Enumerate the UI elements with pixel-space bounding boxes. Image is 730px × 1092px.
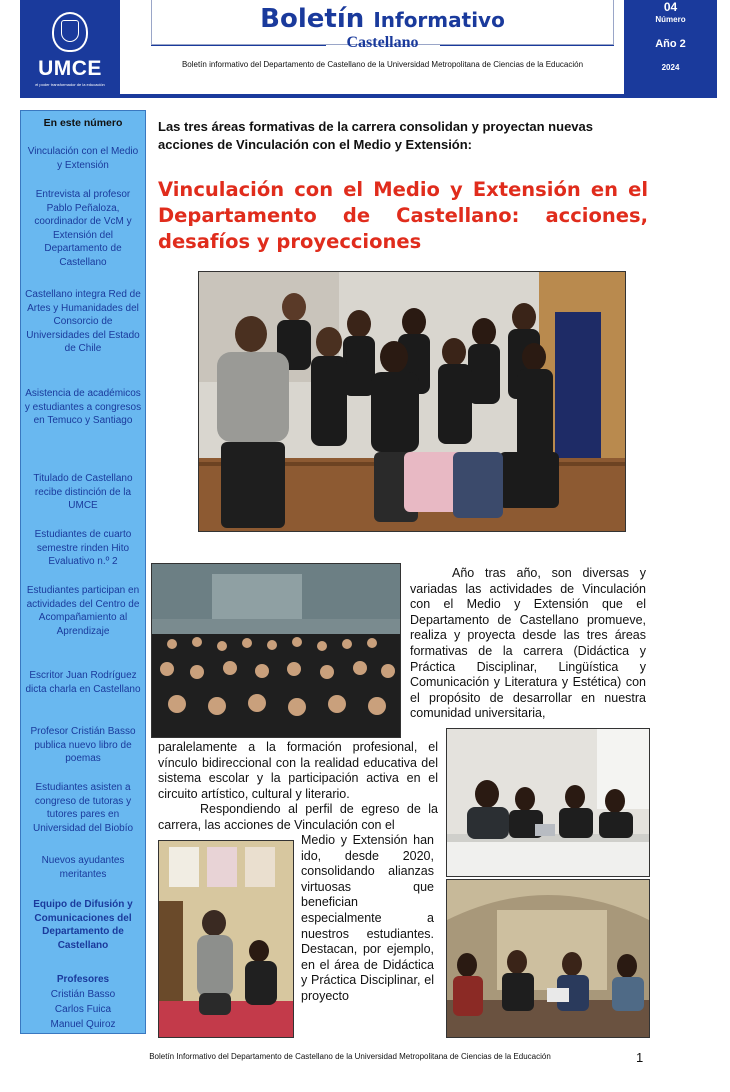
newsletter-subtitle: Castellano: [346, 34, 419, 51]
sidebar-item-escritor[interactable]: Escritor Juan Rodríguez dicta charla en Castellano: [25, 670, 141, 695]
page-number: 1: [636, 1050, 644, 1065]
paragraph-1-end: paralelamente a la formación profesional, el vínculo bidireccional con la realidad educativa del sistema escolar y la participación activa en el circuito artístico, cultural y literario.: [158, 740, 438, 801]
sidebar-item-red-artes[interactable]: Castellano integra Red de Artes y Humanidades del Consorcio de Universidades del Estado de Chile: [25, 289, 141, 355]
sidebar-item-centro[interactable]: Estudiantes participan en actividades del Centro de Acompañamiento al Aprendizaje: [26, 585, 140, 637]
sidebar-item-vinculacion[interactable]: Vinculación con el Medio y Extensión: [27, 146, 139, 171]
event-photo: [446, 879, 650, 1038]
issue-label: Número: [655, 15, 686, 24]
sidebar-professor-basso: Cristián Basso: [50, 989, 116, 1000]
article-intro: Las tres áreas formativas de la carrera consolidan y proyectan nuevas acciones de Vinculación con el Medio y Extensión:: [158, 119, 593, 152]
header-description: Boletín informativo del Departamento de Castellano de la Universidad Metropolitana de Ciencias de la Educación: [181, 60, 584, 69]
article-headline: Vinculación con el Medio y Extensión en el Departamento de Castellano: acciones, desafíos y proyecciones: [158, 178, 648, 253]
sidebar-item-tutores[interactable]: Estudiantes asisten a congreso de tutoras y tutores pares en Universidad del Biobío: [32, 782, 134, 834]
paragraph-1-start: Año tras año, son diversas y variadas las actividades de Vinculación con el Medio y Extensión que el Departamento de Castellano promueve, realiza y proyecta desde las tres áreas formativas de la carrera (Didáctica y Práctica Disciplinar, Lingüística y Comunicación y Literatura y Estética) con el propósito de desarrollar en nuestra comunidad universitaria,: [410, 566, 646, 721]
sidebar-item-congresos[interactable]: Asistencia de académicos y estudiantes a congresos en Temuco y Santiago: [24, 388, 142, 427]
sidebar-professors-label: Profesores: [56, 974, 110, 985]
issue-year: Año 2: [655, 38, 686, 50]
header-bar: [20, 94, 717, 98]
sidebar-heading: En este número: [43, 117, 123, 129]
footer-text: Boletín Informativo del Departamento de Castellano de la Universidad Metropolitana de Ciencias de la Educación: [149, 1052, 551, 1061]
panel-photo: [446, 728, 650, 877]
sidebar-item-titulado[interactable]: Titulado de Castellano recibe distinción de la UMCE: [33, 473, 133, 512]
classroom-photo: [158, 840, 294, 1038]
auditorium-photo: [151, 563, 401, 738]
sidebar-professor-quiroz: Manuel Quiroz: [50, 1019, 116, 1030]
title-bold: Boletín: [260, 4, 365, 34]
sidebar-item-entrevista[interactable]: Entrevista al profesor Pablo Peñaloza, coordinador de VcM y Extensión del Departamento de Castellano: [34, 189, 132, 268]
sidebar-item-basso[interactable]: Profesor Cristián Basso publica nuevo libro de poemas: [30, 726, 136, 765]
sidebar-team-title: Equipo de Difusión y Comunicaciones del Departamento de Castellano: [33, 899, 133, 951]
logo-text: UMCE: [38, 57, 102, 80]
sidebar-item-ayudantes[interactable]: Nuevos ayudantes meritantes: [41, 855, 125, 880]
paragraph-2-end: Medio y Extensión han ido, desde 2020, consolidando alianzas virtuosas que benefician especialmente a nuestros estudiantes. Destacan, por ejemplo, en el área de Didáctica y Práctica Disciplinar, el proyecto: [301, 833, 434, 1003]
issue-date: 2024: [661, 63, 680, 72]
paragraph-2-start: Respondiendo al perfil de egreso de la carrera, las acciones de Vinculación con el: [158, 802, 438, 832]
sidebar-item-hito[interactable]: Estudiantes de cuarto semestre rinden Hito Evaluativo n.º 2: [34, 529, 132, 568]
logo-tagline: el poder transformador de la educación: [35, 82, 105, 87]
sidebar-professor-fuica: Carlos Fuica: [54, 1004, 112, 1015]
issue-number: 04: [663, 0, 678, 14]
title-rest: Informativo: [373, 8, 505, 32]
seal-shield-icon: [61, 20, 79, 42]
newsletter-title: [151, 4, 614, 34]
group-photo: [198, 271, 626, 532]
